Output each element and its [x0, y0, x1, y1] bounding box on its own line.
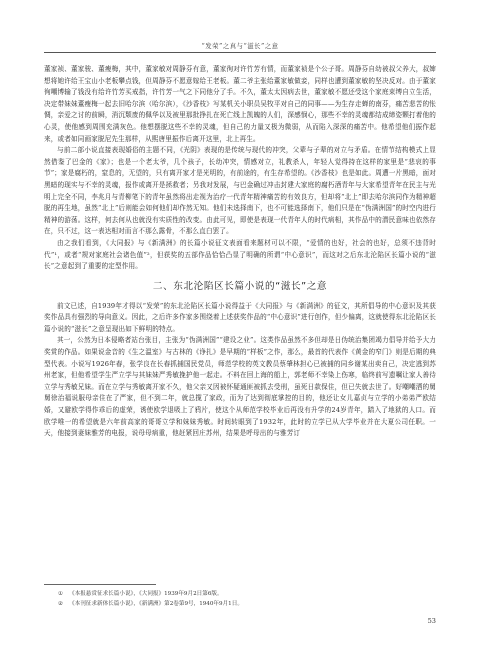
footnote — [58, 589, 436, 599]
paragraph: 董家祯、董家骏、董瘦梅，其中，董家敏对周静芬有意，董家徇对许竹芳有情，而董家祯是个公子哥。周静芬自幼被叔父养大，叔婶想将她许给王宝山小老板攀点钱，但周静芬不愿意嫁给王老板。董二爷主张给董家敏做妾，同样也遭到董家敏的坚决反对。由于董家徇嘲博输了钱没有给许竹芳买戒指，许竹芳一气之下同他分了手。不久，董太太因病去世，董家敏不愿还受这个家庭束缚自立生活，决定带妹妹董瘦梅一起去旧哈尔滨（哈尔滨），《沙香枝》写某机关小职员吴牧平对自己的同事——为生存走蝉的南芬，痛苦悲苦的怅惆，亲爱之讨的前瞬，消沉颓废的佩华以及被里那批挣扎在死亡线上凯魄的人们，深感悯心，那些不幸的灵魂都结成缔姿颗打着他的心灵，使他感到周围充满灰色。他想摆脱这些不幸的灵魂，但自己的力量又极为微弱，从而陷入深深的痛苦中。他希望他们振作起来，或者如同画家脱尼先生那样，从熙唐里振作后离开这里，北上再生。 — [44, 65, 436, 143]
footnote-text: 《本报悬赏征求长篇小说》，《大同报》1939年9月2日第6版。 — [69, 591, 223, 597]
footnotes — [58, 589, 436, 609]
footnote-rule — [44, 584, 156, 585]
footnote — [58, 599, 436, 609]
running-header: “发荣”之真与“滋长”之意 — [201, 42, 279, 50]
footnote-mark: ① — [58, 591, 64, 597]
section-heading: 二、东北沦陷区长篇小说的“滋长”之意 — [152, 280, 328, 292]
body-text — [44, 64, 436, 440]
footnote-mark: ② — [58, 601, 64, 607]
footnote-text: 《本刊征求新体长篇小说》，《新满洲》第2卷第9号，1940年9月1日。 — [69, 601, 243, 607]
paragraph: 与前二部小说直接表现婚俗的主题不同，《光阴》表现的是传统与现代的冲突，父辈与子辈的对立与矛盾。在情节结构模式上显然借鉴了巴金的《家》；也是一个老太爷，几个孩子，长幼冲突，情感对立，礼教杀人，年轻人觉得持在这样的家里是“悲哀的事节”；家是腐朽的，窒息的，无望的，只有离开家才是光明的，有前途的，有生存希望的。《沙香枝》也是如此。周遭一片黑暗，面对黑暗的现实与不幸的灵魂，报作或离开是拯救者；另我对发展，与巴金确过冲击封建大家庭的腐朽酒青年与大家希望青年在民主与光明上完全不同，李兆月与青柳笔下的青年虽然将出走视为治疗一代青年精神痛苦的有效良方，但却将“北上”即去哈尔滨同作为精神超脱的再生地，虽然“北上”后则能会如何他们却作然无知。他们未选择南下，也不可能选择南下，他们只是在“伪满洲国”的时空内进行精神的游荡。这样，何去何从也就没有实质性的改变。由此可见，即使是表现一代青年人的时代病相，其作品中的潜民意味也依然存在，只不过，这一表达相对而言不那么露骨，不那么直白罢了。 — [44, 146, 436, 236]
header-rule — [44, 52, 436, 53]
page-number: 53 — [427, 617, 436, 625]
paragraph: 前文已述，自1939年才得以“发荣”的东北沦陷区长篇小说得益于《大同报》与《新满洲》的征文，其所倡导的中心意识及其获奖作品具有强烈的导向意义。因此，之后许多作家多围绕着上述获奖作品的“中心意识”进行创作，但少偏离，这就使得东北沦陷区长篇小说的“滋长”之意呈现出如下鲜明的特点。 — [44, 301, 436, 333]
paragraph: 其一，公然为日本侵略者站台张目，主张为“伪满洲国”“建设之业”。这类作品虽然不多但却是日伪统治集团竭力倡导并给予大力奖赏的作品。如果说金音的《生之温室》与古林的《诤扎》是早期的“样板”之作，那么，最首的代表作《黄金的窄门》则是后期的典型代表。小说写1926年春，张学良在长春抓捕国民党员，师范学校的英文教员蔡肇林担心已被捕的同乡谢某出卖自己，决定逃到苏州老家，但他希望学生严立学与其妹妹严秀敏挽护他一起走。不料在回上海的船上，郭老师不幸染上伤寒，临终前写遗嘱让家人善待立学与秀敏兄妹。而在立学与秀敏离开家不久，他父亲又因被怀疑通匪被抓去受刑，虽死日款保住，但已失就去世了。好嘲嘲洒的舅舅徐治福说服母亲住在了严家，但不到二年，就总揽了家政，而为了达到彻底掌控的目的，他还让女儿嘉贞与立学的小弟弟严欧结婚，又避欧学得作乖后的虚荣，诱使欧学退吸上了鸦片，使这个从师范学校毕业后再没有升学的24岁青年，踏入了地狱的人口。而欧学唯一的希望就是六年前高家的哥哥立学和妹妹秀敏。时间转眼到了1932年，此时的立学已从大学毕业并在大夏公司任职。一天，他接到妻妹雅芳的电报，说母母病重，他赶紧回庄苏州，结果是呼母出的与雅芳订 — [44, 336, 436, 438]
paragraph: 由之我们看到，《大同报》与《新满洲》的长篇小说征文表面看来题材可以不限，“爱情的也好，社会的也好，总须不违背时代”¹，或者“规对家庭社会诸色值”²，但获奖的五部作品恰恰凸显了明确的所谓“中心意识”，而这对之后东北沦陷区长篇小说的“滋长”之意起到了重要的定型作用。 — [44, 238, 436, 271]
